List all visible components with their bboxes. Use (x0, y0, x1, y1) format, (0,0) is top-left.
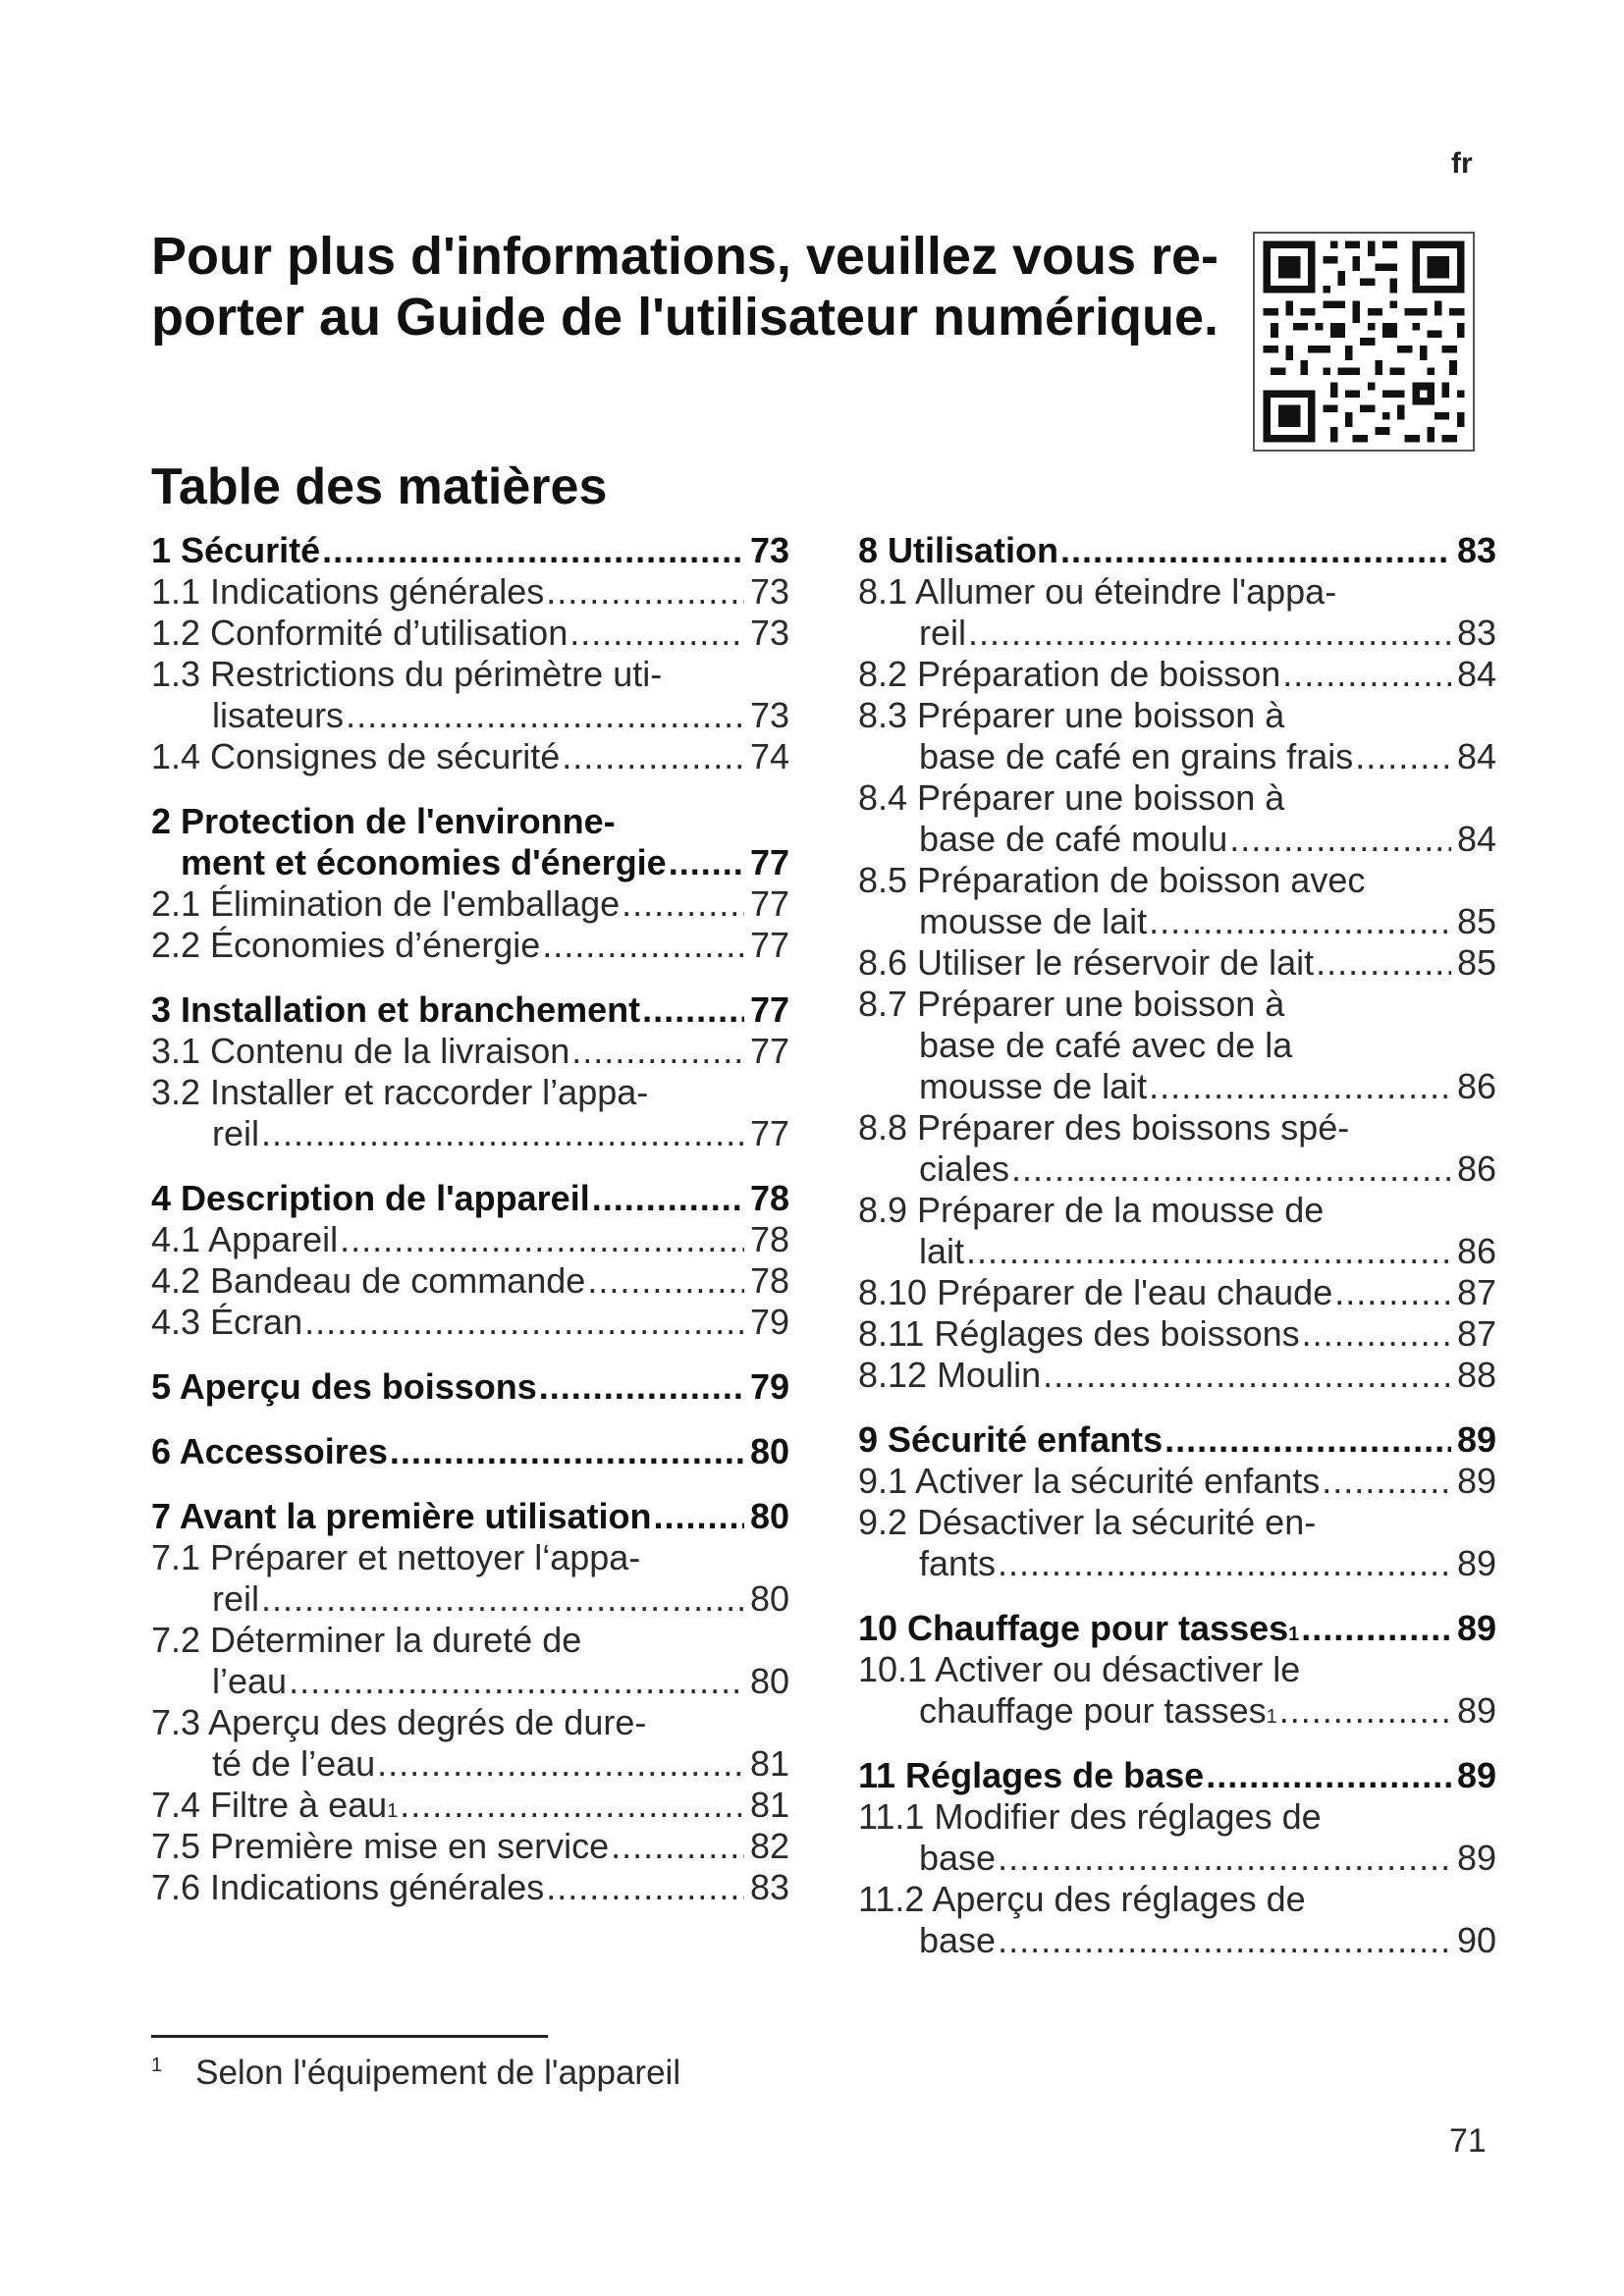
toc-section-11-2[interactable]: base ..... 90 (858, 1920, 1496, 1961)
toc-chapter-2[interactable]: ment et économies d'énergie ..... 77 (151, 842, 789, 883)
toc-section-2-2[interactable]: 2.2 Économies d’énergie ..... 77 (151, 925, 789, 966)
language-tag: fr (1451, 147, 1473, 180)
toc-section-4-2[interactable]: 4.2 Bandeau de commande ..... 78 (151, 1260, 789, 1302)
toc-section-9-2-line[interactable]: 9.2 Désactiver la sécurité en- (858, 1502, 1317, 1542)
toc-section-8-8[interactable]: ciales ..... 86 (858, 1148, 1496, 1190)
toc-section-8-2[interactable]: 8.2 Préparation de boisson ..... 84 (858, 654, 1496, 695)
toc-section-8-9-line[interactable]: 8.9 Préparer de la mousse de (858, 1190, 1325, 1230)
toc-section-8-4-line[interactable]: 8.4 Préparer une boisson à (858, 777, 1285, 818)
toc-section-8-11[interactable]: 8.11 Réglages des boissons ..... 87 (858, 1313, 1496, 1355)
toc-chapter-11[interactable]: 11 Réglages de base ..... 89 (858, 1755, 1496, 1796)
footnote-divider (151, 2035, 548, 2038)
toc-section-7-3[interactable]: té de l’eau ..... 81 (151, 1743, 789, 1785)
headline (151, 226, 1219, 347)
toc-section-4-3[interactable]: 4.3 Écran ..... 79 (151, 1302, 789, 1343)
toc-section-3-1[interactable]: 3.1 Contenu de la livraison ..... 77 (151, 1031, 789, 1072)
toc-section-7-1-line[interactable]: 7.1 Préparer et nettoyer l‘appa- (151, 1537, 641, 1577)
toc-chapter-2-line[interactable]: 2 Protection de l'environne- (151, 801, 616, 841)
toc-section-2-1[interactable]: 2.1 Élimination de l'emballage ..... 77 (151, 883, 789, 925)
toc-section-10-1-line[interactable]: 10.1 Activer ou désactiver le (858, 1649, 1301, 1689)
toc-chapter-8[interactable]: 8 Utilisation ..... 83 (858, 530, 1496, 571)
qr-code-icon[interactable] (1253, 232, 1475, 452)
page-number: 71 (1449, 2122, 1487, 2160)
toc-section-8-7-line[interactable]: 8.7 Préparer une boisson à (858, 984, 1285, 1024)
toc-section-3-2[interactable]: reil ..... 77 (151, 1113, 789, 1154)
toc-section-8-3-line[interactable]: 8.3 Préparer une boisson à (858, 695, 1285, 735)
toc-chapter-9[interactable]: 9 Sécurité enfants ..... 89 (858, 1419, 1496, 1461)
footnote (151, 2054, 680, 2093)
toc-section-7-4[interactable]: 7.4 Filtre à eau 1 ..... 81 (151, 1785, 789, 1826)
toc-left-column (151, 530, 789, 1908)
toc-section-1-3[interactable]: lisateurs ..... 73 (151, 695, 789, 736)
toc-section-11-1[interactable]: base ..... 89 (858, 1838, 1496, 1879)
toc-section-7-6[interactable]: 7.6 Indications générales ..... 83 (151, 1867, 789, 1908)
toc-section-7-3-line[interactable]: 7.3 Aperçu des degrés de dure- (151, 1702, 647, 1742)
toc-section-8-7-line-2[interactable]: base de café avec de la (919, 1025, 1293, 1065)
toc-section-1-3-line[interactable]: 1.3 Restrictions du périmètre uti- (151, 654, 663, 694)
toc-chapter-4[interactable]: 4 Description de l'appareil ..... 78 (151, 1178, 789, 1219)
toc-section-8-5-line[interactable]: 8.5 Préparation de boisson avec (858, 860, 1366, 900)
toc-section-9-2[interactable]: fants ..... 89 (858, 1543, 1496, 1584)
toc-section-8-7[interactable]: mousse de lait ..... 86 (858, 1066, 1496, 1107)
headline-line-2: porter au Guide de l'utilisateur numérique. (151, 288, 1219, 347)
toc-section-8-5[interactable]: mousse de lait ..... 85 (858, 901, 1496, 942)
toc-chapter-5[interactable]: 5 Aperçu des boissons ..... 79 (151, 1366, 789, 1408)
toc-section-8-6[interactable]: 8.6 Utiliser le réservoir de lait ..... 85 (858, 942, 1496, 984)
toc-section-8-10[interactable]: 8.10 Préparer de l'eau chaude ..... 87 (858, 1272, 1496, 1313)
toc-section-1-2[interactable]: 1.2 Conformité d’utilisation ..... 73 (151, 613, 789, 654)
toc-section-1-1[interactable]: 1.1 Indications générales ..... 73 (151, 571, 789, 613)
toc-section-8-1[interactable]: reil ..... 83 (858, 613, 1496, 654)
toc-section-8-12[interactable]: 8.12 Moulin ..... 88 (858, 1355, 1496, 1396)
toc-chapter-10[interactable]: 10 Chauffage pour tasses 1 ..... 89 (858, 1608, 1496, 1649)
toc-section-8-1-line[interactable]: 8.1 Allumer ou éteindre l'appa- (858, 571, 1337, 612)
toc-section-8-3[interactable]: base de café en grains frais ..... 84 (858, 736, 1496, 777)
toc-section-3-2-line[interactable]: 3.2 Installer et raccorder l’appa- (151, 1072, 649, 1112)
toc-section-8-8-line[interactable]: 8.8 Préparer des boissons spé- (858, 1107, 1350, 1148)
headline-line-1: Pour plus d'informations, veuillez vous re- (151, 227, 1219, 286)
toc-section-1-4[interactable]: 1.4 Consignes de sécurité ..... 74 (151, 736, 789, 777)
toc-section-11-1-line[interactable]: 11.1 Modifier des réglages de (858, 1796, 1322, 1837)
toc-section-11-2-line[interactable]: 11.2 Aperçu des réglages de (858, 1879, 1306, 1919)
toc-chapter-1[interactable]: 1 Sécurité ..... 73 (151, 530, 789, 571)
toc-title: Table des matières (151, 458, 608, 515)
toc-section-9-1[interactable]: 9.1 Activer la sécurité enfants ..... 89 (858, 1461, 1496, 1502)
toc-section-4-1[interactable]: 4.1 Appareil ..... 78 (151, 1219, 789, 1260)
toc-section-8-9[interactable]: lait ..... 86 (858, 1231, 1496, 1272)
toc-section-7-1[interactable]: reil ..... 80 (151, 1578, 789, 1620)
toc-chapter-3[interactable]: 3 Installation et branchement ..... 77 (151, 989, 789, 1031)
toc-section-10-1[interactable]: chauffage pour tasses 1 ..... 89 (858, 1690, 1496, 1732)
toc-section-7-5[interactable]: 7.5 Première mise en service ..... 82 (151, 1826, 789, 1867)
toc-right-column (858, 530, 1496, 1961)
footnote-mark: 1 (151, 2055, 163, 2077)
toc-section-7-2[interactable]: l’eau ..... 80 (151, 1661, 789, 1702)
toc-section-8-4[interactable]: base de café moulu ..... 84 (858, 819, 1496, 860)
footnote-text: Selon l'équipement de l'appareil (195, 2054, 681, 2092)
toc-section-7-2-line[interactable]: 7.2 Déterminer la dureté de (151, 1620, 582, 1660)
toc-chapter-7[interactable]: 7 Avant la première utilisation ..... 80 (151, 1496, 789, 1537)
toc-chapter-6[interactable]: 6 Accessoires ..... 80 (151, 1431, 789, 1472)
